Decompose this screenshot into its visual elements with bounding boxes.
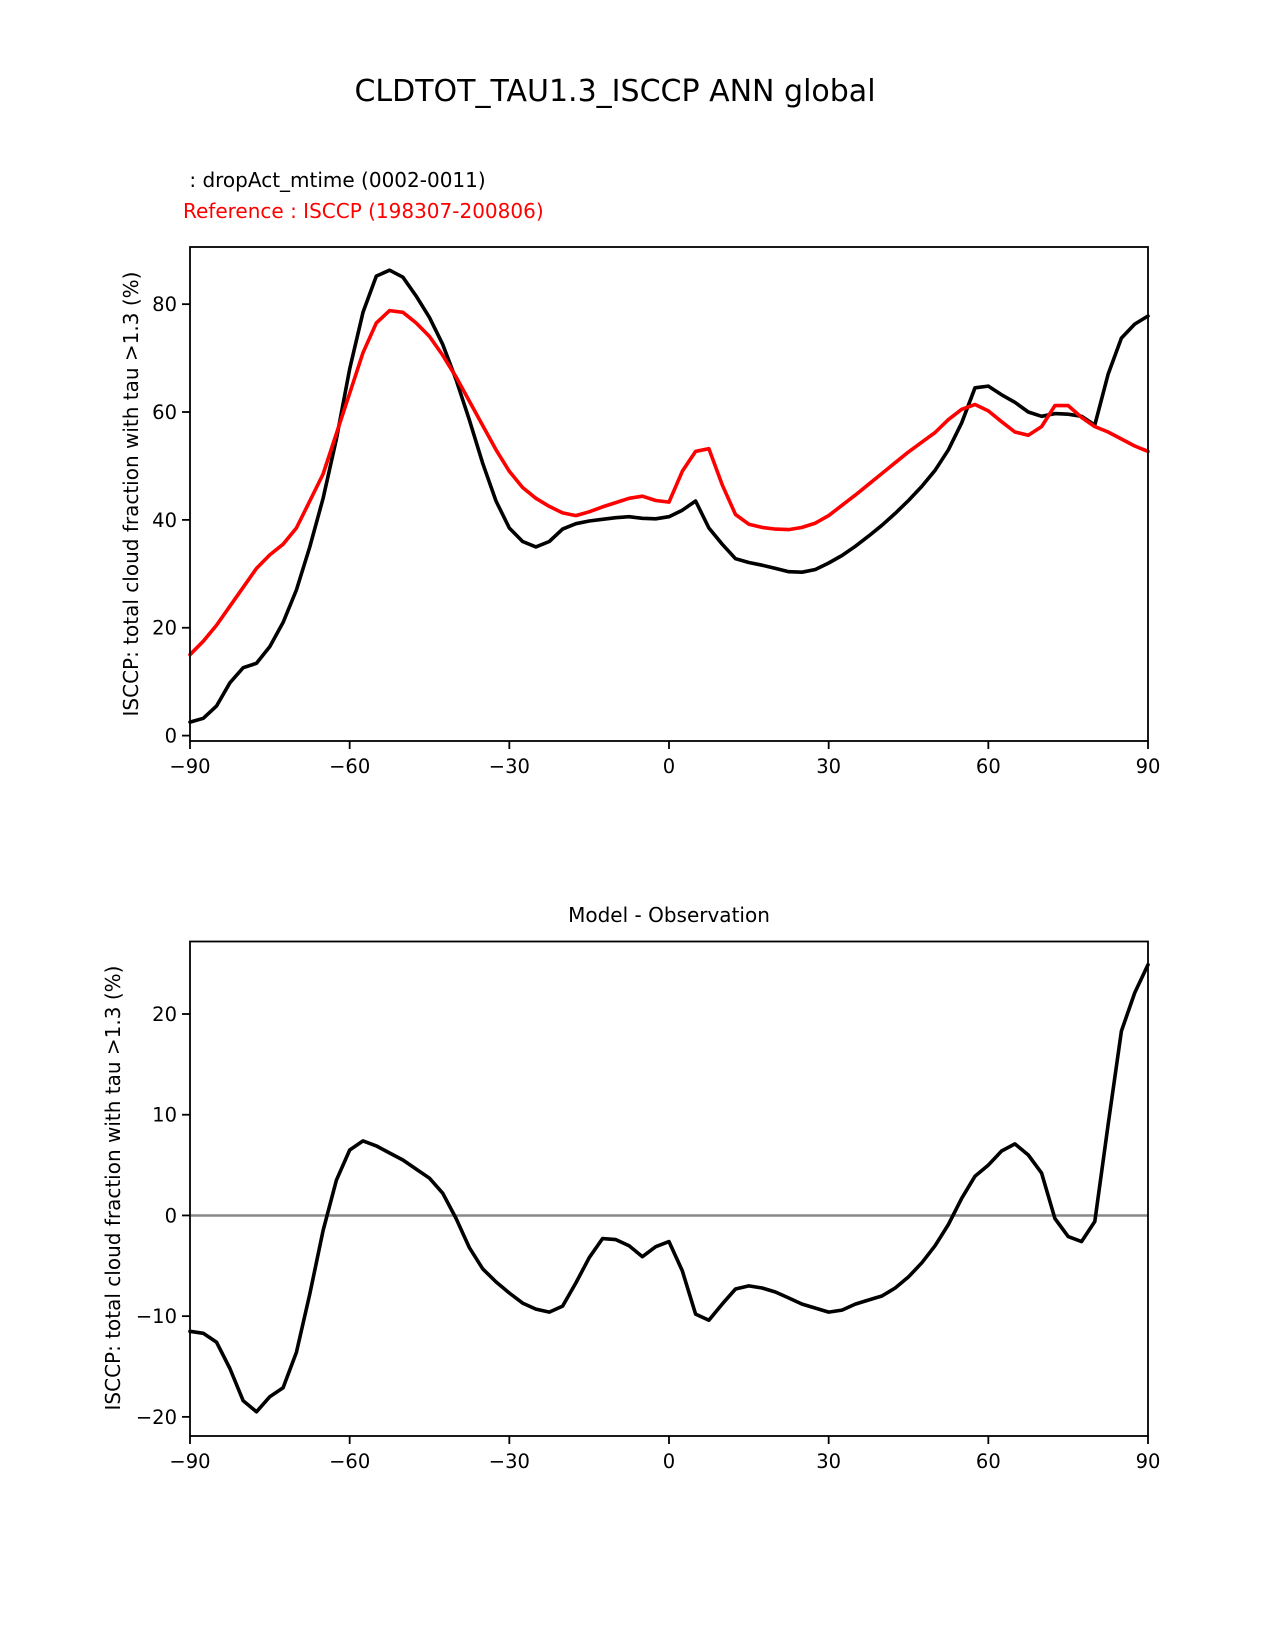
series-line-model-observation	[190, 965, 1148, 1412]
chart-panel-0	[152, 247, 1160, 778]
x-tick-label: 30	[816, 1450, 842, 1473]
y-tick-label: −20	[135, 1405, 177, 1429]
x-tick-label: −60	[329, 1450, 371, 1473]
series-line-dropact-mtime-0002-0011-	[190, 270, 1148, 722]
legend-model-label: : dropAct_mtime (0002-0011)	[183, 168, 486, 192]
x-tick-label: −30	[488, 1450, 530, 1473]
bottom-chart-title: Model - Observation	[568, 903, 770, 927]
x-tick-label: 60	[975, 1450, 1001, 1473]
x-tick-label: 0	[662, 1450, 676, 1473]
legend-reference-label: Reference : ISCCP (198307-200806)	[183, 199, 544, 223]
x-tick-label: 0	[662, 755, 676, 778]
bottom-chart-y-axis-label: ISCCP: total cloud fraction with tau >1.3 (%)	[101, 965, 125, 1411]
x-tick-label: 30	[816, 755, 842, 778]
y-tick-label: 40	[152, 508, 177, 532]
x-tick-label: 90	[1135, 1450, 1161, 1473]
plot-frame	[190, 247, 1148, 741]
y-tick-label: 20	[152, 1003, 177, 1027]
y-tick-label: 10	[152, 1103, 177, 1127]
y-tick-label: 20	[152, 616, 177, 640]
y-tick-label: 60	[152, 401, 177, 425]
x-tick-label: 90	[1135, 755, 1161, 778]
y-tick-label: 0	[164, 724, 177, 748]
x-tick-label: 60	[975, 755, 1001, 778]
series-line-isccp-198307-200806-	[190, 311, 1148, 655]
chart-panel-1	[136, 942, 1161, 1474]
x-tick-label: −60	[329, 755, 371, 778]
y-tick-label: −10	[135, 1305, 177, 1329]
top-chart-y-axis-label: ISCCP: total cloud fraction with tau >1.3 (%)	[119, 271, 143, 717]
x-tick-label: −30	[488, 755, 530, 778]
x-tick-label: −90	[169, 755, 211, 778]
x-tick-label: −90	[169, 1450, 211, 1473]
y-tick-label: 0	[164, 1204, 177, 1228]
page-title: CLDTOT_TAU1.3_ISCCP ANN global	[354, 74, 876, 109]
y-tick-label: 80	[152, 293, 177, 317]
